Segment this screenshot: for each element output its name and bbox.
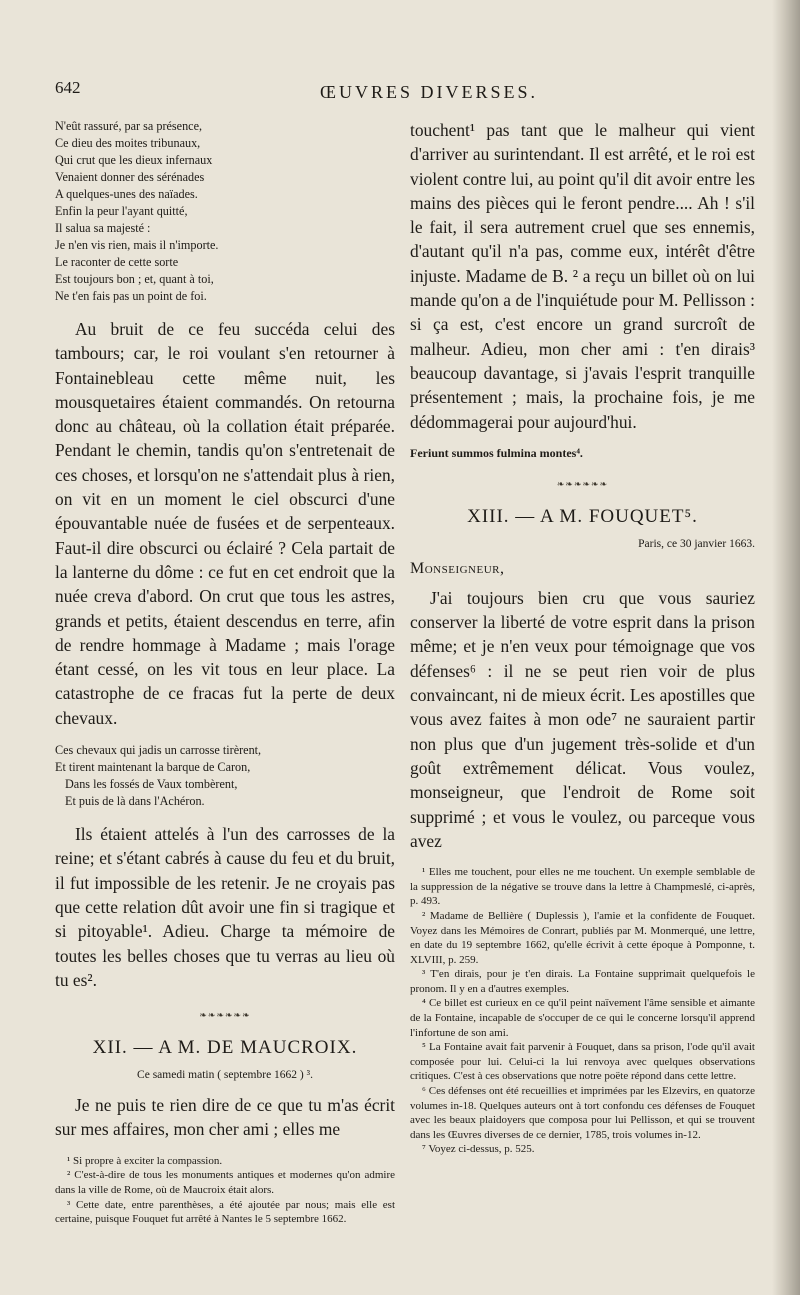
left-column (55, 118, 395, 1227)
footnote: ⁷ Voyez ci-dessus, p. 525. (422, 1143, 535, 1156)
verse-line: Ne t'en fais pas un point de foi. (55, 289, 207, 303)
footnote: ² Madame de Bellière ( Duplessis ), l'amie et la confidente de Fouquet. Voyez dans les Mémoires de Conrart, publiés par M. Monmerqué, une lettre, en date du 19 septembre 1662, qu'elle écrivit à cette époque à Pomponne, t. XLVIII, p. 259. (410, 909, 755, 966)
verse-block-1 (55, 118, 395, 305)
right-column (410, 118, 755, 1157)
footnote: ³ T'en dirais, pour je t'en dirais. La Fontaine supprimait quelquefois le pronom. Il y en a d'autres exemples. (410, 968, 755, 995)
verse-line: N'eût rassuré, par sa présence, (55, 119, 203, 133)
footnote: ⁶ Ces défenses ont été recueillies et imprimées par les Elzevirs, en quatorze volumes in-18. Quelques auteurs ont à tort confondu ces défenses de Fouquet avec les beaux plaidoyers que composa pour lui Pellisson, et qui se trouvent dans les Œuvres diverses de ce dernier, 1785, trois volumes in-12. (410, 1085, 755, 1141)
paragraph: touchent¹ pas tant que le malheur qui vient d'arriver au surintendant. Il est arrêté, et le roi est violent contre lui, au point qu'il dit avoir entre les mains des pièces qui le feront pendre.... Ah ! s'il le fait, il sera autrement cruel que ses ennemis, d'autant qu'il n'a pas, comme eux, intérêt d'être injuste. Madame de B. ² a reçu un billet où on lui mande qu'on a de l'inquiétude pour M. Pellisson : si ça est, c'est encore un grand surcroît de malheur. Adieu, mon cher ami : t'en dirais³ beaucoup davantage, si j'avais l'esprit tranquille présentement ; mais, la prochaine fois, je me dédommagerai pour aujourd'hui. (410, 120, 755, 432)
verse-line: Est toujours bon ; et, quant à toi, (55, 272, 214, 286)
verse-line: Je n'en vis rien, mais il n'importe. (55, 238, 219, 252)
salutation: Monseigneur, (410, 559, 505, 577)
footnotes (410, 865, 755, 1157)
latin-quote: Feriunt summos fulmina montes⁴. (410, 445, 583, 460)
section-ornament: ❧❧❧❧❧❧ (556, 478, 609, 489)
footnote: ¹ Si propre à exciter la compassion. (67, 1154, 223, 1167)
verse-line: Le raconter de cette sorte (55, 255, 179, 269)
paragraph: Je ne puis te rien dire de ce que tu m'as écrit sur mes affaires, mon cher ami ; elles me (55, 1095, 395, 1140)
footnote: ⁴ Ce billet est curieux en ce qu'il peint naïvement l'âme sensible et aimante de la Fontaine, incapable de s'occuper de ce qui le concerne lorsqu'il apprend l'infortune de son ami. (410, 997, 755, 1039)
section-ornament: ❧❧❧❧❧❧ (199, 1010, 251, 1021)
verse-line: Enfin la peur l'ayant quitté, (55, 204, 188, 218)
verse-line: Dans les fossés de Vaux tombèrent, (65, 777, 238, 792)
footnote: ¹ Elles me touchent, pour elles ne me touchent. Un exemple semblable de la suppression de la négative se trouve dans la lettre à Champmeslé, ci-après, p. 493. (410, 866, 755, 908)
verse-line: Il salua sa majesté : (55, 221, 151, 235)
letter-date: Ce samedi matin ( septembre 1662 ) ³. (137, 1069, 313, 1082)
paragraph: Au bruit de ce feu succéda celui des tambours; car, le roi voulant s'en retourner à Fontainebleau cette même nuit, les mousquetaires étaient commandés. On retourna donc au château, où la collation était préparée. Pendant le chemin, tandis qu'on s'entretenait de ces choses, et lorsqu'on ne s'attendait plus à rien, on vit en un moment le ciel obscurci d'une épouvantable nuée de fusées et de serpenteaux. Faut-il dire obscurci ou éclairé ? Cela partait de la lanterne du dôme : ce fut en cet endroit que la nuée creva d'abord. On crut que tous les astres, grands et petits, étaient descendus en terre, afin de rendre hommage à Madame ; mais l'orage étant cessé, on les vit tous en leur place. La catastrophe de ce fracas fut la perte de deux chevaux. (55, 319, 395, 728)
paragraph: Ils étaient attelés à l'un des carrosses de la reine; et s'étant cabrés à cause du feu et du bruit, il fut impossible de les retenir. Je ne croyais pas que cette relation dût avoir une fin si tragique et si pitoyable¹. Adieu. Charge ta mémoire de toutes les belles choses que tu verras au lieu où tu es². (55, 824, 395, 990)
running-head: ŒUVRES DIVERSES. (320, 82, 539, 102)
verse-block-2 (55, 742, 395, 810)
verse-line: Venaient donner des sérénades (55, 170, 205, 184)
verse-line: Ce dieu des moites tribunaux, (55, 136, 201, 150)
page-number: 642 (55, 78, 81, 97)
verse-line: Et puis de là dans l'Achéron. (65, 794, 205, 809)
letter-heading: XII. — A M. DE MAUCROIX. (92, 1037, 358, 1059)
footnotes (55, 1154, 395, 1227)
verse-line: Ces chevaux qui jadis un carrosse tirèrent, (55, 743, 262, 758)
footnote: ² C'est-à-dire de tous les monuments antiques et modernes qu'on admire dans la ville de Rome, où de Maucroix était alors. (55, 1169, 395, 1196)
page-edge-shadow (772, 0, 800, 1295)
verse-line: Et tirent maintenant la barque de Caron, (55, 760, 251, 775)
footnote: ³ Cette date, entre parenthèses, a été ajoutée par nous; mais elle est certaine, puisque Fouquet fut arrêté à Nantes le 5 septembre 1662. (55, 1198, 395, 1226)
verse-line: Qui crut que les dieux infernaux (55, 153, 213, 167)
verse-line: A quelques-unes des naïades. (55, 187, 198, 201)
footnote: ⁵ La Fontaine avait fait parvenir à Fouquet, dans sa prison, l'ode qu'il avait composée pour lui. Celui-ci la lui renvoya avec quelques observations critiques. C'est à ces observations que notre poëte répond dans cette lettre. (410, 1041, 755, 1083)
letter-heading: XIII. — A M. FOUQUET⁵. (467, 505, 698, 527)
paragraph: J'ai toujours bien cru que vous sauriez conserver la liberté de votre esprit dans la prison même; et je n'en veux pour témoignage que vos défenses⁶ : il ne se peut rien voir de plus convaincant, ni de mieux écrit. Les apostilles que vous avez faites à mon ode⁷ ne sauraient partir non plus que d'un jugement très-solide et d'un goût extrêmement délicat. Vous voulez, monseigneur, que l'endroit de Rome soit supprimé ; et vous le voulez, ou parceque vous avez (410, 587, 755, 851)
letter-date: Paris, ce 30 janvier 1663. (638, 537, 755, 550)
